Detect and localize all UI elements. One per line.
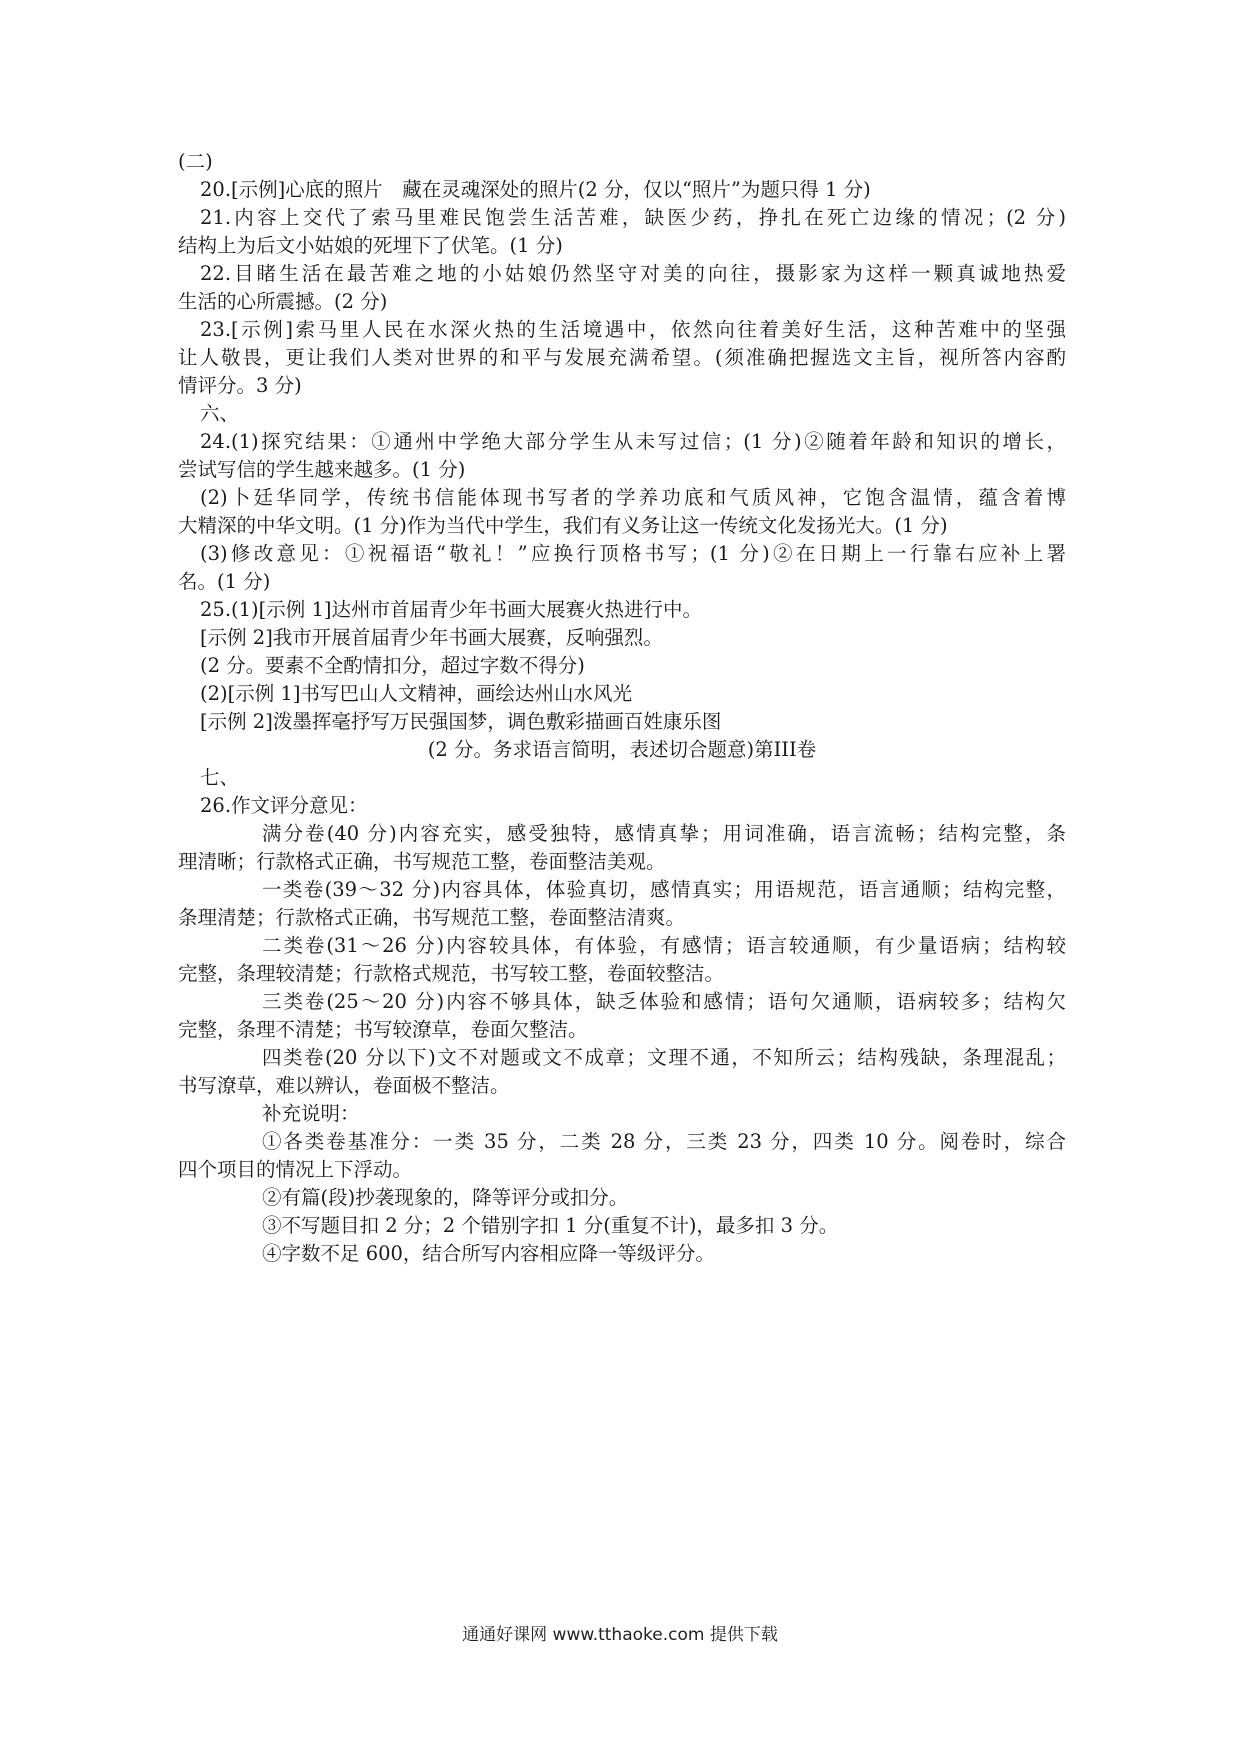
text-line: (2)卜廷华同学，传统书信能体现书写者的学养功底和气质风神，它饱含温情，蕴含着博 <box>200 486 1066 509</box>
text-line: 25.(1)[示例 1]达州市首届青少年书画大展赛火热进行中。 <box>200 598 702 621</box>
text-line: ④字数不足 600，结合所写内容相应降一等级评分。 <box>262 1242 715 1265</box>
text-line: 24.(1)探究结果：①通州中学绝大部分学生从未写过信；(1 分)②随着年龄和知识的增长， <box>200 430 1066 453</box>
text-line: 大精深的中华文明。(1 分)作为当代中学生，我们有义务让这一传统文化发扬光大。(1 分) <box>178 514 948 537</box>
text-line: 二类卷(31～26 分)内容较具体，有体验，有感情；语言较通顺，有少量语病；结构较 <box>262 934 1066 957</box>
text-line: 补充说明： <box>262 1102 360 1125</box>
text-line: ③不写题目扣 2 分；2 个错别字扣 1 分(重复不计)，最多扣 3 分。 <box>262 1214 839 1237</box>
text-line: 名。(1 分) <box>178 570 271 593</box>
text-line: 让人敬畏，更让我们人类对世界的和平与发展充满希望。(须准确把握选文主旨，视所答内容酌 <box>178 346 1066 369</box>
text-line: (2)[示例 1]书写巴山人文精神，画绘达州山水风光 <box>200 682 632 705</box>
text-line: 情评分。3 分) <box>178 374 302 397</box>
text-line: 四类卷(20 分以下)文不对题或文不成章；文理不通，不知所云；结构残缺，条理混乱； <box>262 1046 1066 1069</box>
text-line: ②有篇(段)抄袭现象的，降等评分或扣分。 <box>262 1186 629 1209</box>
text-line: 生活的心所震撼。(2 分) <box>178 290 388 313</box>
text-line: 完整，条理不清楚；书写较潦草，卷面欠整洁。 <box>178 1018 588 1041</box>
text-line: [示例 2]我市开展首届青少年书画大展赛，反响强烈。 <box>200 626 663 649</box>
text-line: 满分卷(40 分)内容充实，感受独特，感情真挚；用词准确，语言流畅；结构完整，条 <box>262 822 1066 845</box>
text-line: 完整，条理较清楚；行款格式规范，书写较工整，卷面较整洁。 <box>178 962 725 985</box>
text-line: 20.[示例]心底的照片 藏在灵魂深处的照片(2 分，仅以“照片”为题只得 1 分) <box>200 178 871 201</box>
text-line: 七、 <box>200 766 240 789</box>
text-line: (二) <box>178 150 213 173</box>
text-line: (2 分。务求语言简明，表述切合题意)第III卷 <box>427 738 817 761</box>
text-line: 21.内容上交代了索马里难民饱尝生活苦难，缺医少药，挣扎在死亡边缘的情况；(2 分) <box>200 206 1066 229</box>
text-line: [示例 2]泼墨挥毫抒写万民强国梦，调色敷彩描画百姓康乐图 <box>200 710 722 733</box>
text-line: ①各类卷基准分：一类 35 分，二类 28 分，三类 23 分，四类 10 分。阅卷时，综合 <box>262 1130 1066 1153</box>
text-line: 结构上为后文小姑娘的死埋下了伏笔。(1 分) <box>178 234 563 257</box>
text-line: (3)修改意见：①祝福语“敬礼！”应换行顶格书写；(1 分)②在日期上一行靠右应补上署 <box>200 542 1066 565</box>
answer-key-body <box>178 148 1066 1268</box>
text-line: 四个项目的情况上下浮动。 <box>178 1158 413 1181</box>
text-line: 条理清楚；行款格式正确，书写规范工整，卷面整洁清爽。 <box>178 906 686 929</box>
text-line: 书写潦草，难以辨认，卷面极不整洁。 <box>178 1074 510 1097</box>
text-line: (2 分。要素不全酌情扣分，超过字数不得分) <box>200 654 585 677</box>
footer-credit: 通通好课网 www.tthaoke.com 提供下载 <box>462 1625 778 1645</box>
text-line: 六、 <box>200 402 240 425</box>
text-line: 三类卷(25～20 分)内容不够具体，缺乏体验和感情；语句欠通顺，语病较多；结构欠 <box>262 990 1066 1013</box>
text-line: 尝试写信的学生越来越多。(1 分) <box>178 458 466 481</box>
text-line: 23.[示例]索马里人民在水深火热的生活境遇中，依然向往着美好生活，这种苦难中的坚强 <box>200 318 1066 341</box>
text-line: 一类卷(39～32 分)内容具体，体验真切，感情真实；用语规范，语言通顺；结构完整， <box>262 878 1066 901</box>
text-line: 22.目睹生活在最苦难之地的小姑娘仍然坚守对美的向往，摄影家为这样一颗真诚地热爱 <box>200 262 1066 285</box>
text-line: 26.作文评分意见： <box>200 794 368 817</box>
text-line: 理清晰；行款格式正确，书写规范工整，卷面整洁美观。 <box>178 850 666 873</box>
